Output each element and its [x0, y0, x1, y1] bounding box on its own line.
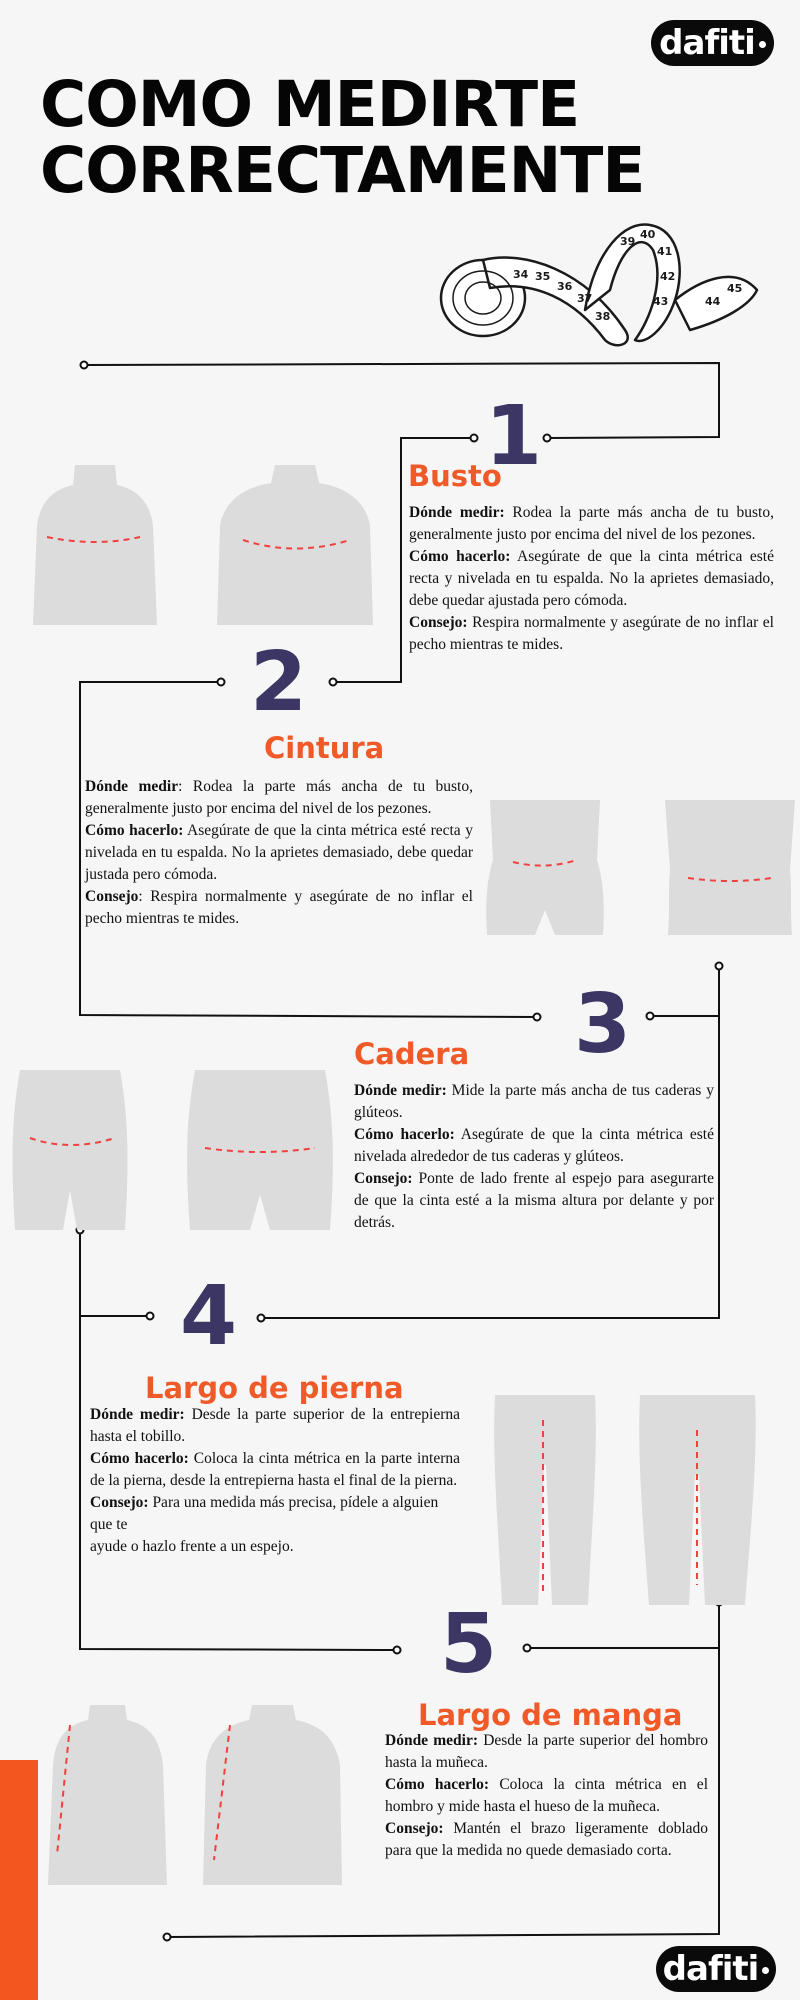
tip-paragraph: Consejo: Ponte de lado frente al espejo para asegurarte de que la cinta esté a la misma altura por delante y por detrás.	[354, 1170, 714, 1231]
tape-number: 35	[535, 270, 551, 283]
where-paragraph: Dónde medir: Rodea la parte más ancha de tu busto, generalmente justo por encima del nivel de los pezones.	[85, 778, 473, 817]
tape-number: 37	[577, 292, 593, 305]
hip-back-figure	[180, 1070, 340, 1230]
section-text-largo-pierna	[90, 1404, 460, 1558]
tip-paragraph-cont: ayude o hazlo frente a un espejo.	[90, 1538, 294, 1555]
section-text-cintura	[85, 776, 473, 930]
section-number-3: 3	[574, 977, 632, 1072]
tape-number: 42	[660, 270, 676, 283]
tape-number: 43	[653, 295, 669, 308]
tape-number: 39	[620, 235, 636, 248]
page-title: COMO MEDIRTE CORRECTAMENTE	[40, 68, 645, 207]
section-number-4: 4	[180, 1269, 238, 1364]
tape-number: 40	[640, 228, 656, 241]
section-title-largo-pierna: Largo de pierna	[145, 1371, 404, 1405]
how-paragraph: Cómo hacerlo: Asegúrate de que la cinta métrica esté nivelada alrededor de tus caderas y glúteos.	[354, 1126, 714, 1165]
section-title-largo-manga: Largo de manga	[418, 1698, 683, 1732]
how-paragraph: Cómo hacerlo: Coloca la cinta métrica en el hombro y mide hasta el hueso de la muñeca.	[385, 1776, 708, 1815]
where-paragraph: Dónde medir: Rodea la parte más ancha de tu busto, generalmente justo por encima del nivel de los pezones.	[409, 504, 774, 543]
section-title-cintura: Cintura	[264, 731, 385, 765]
sleeve-front-figure	[45, 1705, 170, 1885]
sleeve-back-figure	[200, 1705, 345, 1885]
section-text-busto	[409, 502, 774, 656]
where-paragraph: Dónde medir: Desde la parte superior de la entrepierna hasta el tobillo.	[90, 1406, 460, 1445]
tape-number: 34	[513, 268, 529, 281]
waist-front-figure	[485, 800, 605, 935]
how-paragraph: Cómo hacerlo: Asegúrate de que la cinta métrica esté recta y nivelada en tu espalda. No la aprietes demasiado, debe quedar justada pero cómoda.	[85, 822, 473, 883]
section-number-2: 2	[250, 635, 308, 730]
bust-back-figure	[215, 465, 375, 625]
tip-paragraph: Consejo: Respira normalmente y asegúrate de no inflar el pecho mientras te mides.	[409, 614, 774, 653]
leg-front-figure	[490, 1395, 600, 1605]
waist-back-figure	[660, 800, 800, 935]
section-text-cadera	[354, 1080, 714, 1234]
tip-paragraph: Consejo: Para una medida más precisa, pídele a alguien que te	[90, 1494, 439, 1533]
logo-text: dafiti	[662, 1949, 759, 1989]
tip-paragraph: Consejo: Respira normalmente y asegúrate de no inflar el pecho mientras te mides.	[85, 888, 473, 927]
section-title-busto: Busto	[408, 459, 502, 493]
section-number-1: 1	[485, 389, 543, 484]
tape-number: 41	[657, 245, 673, 258]
section-number-5: 5	[440, 1597, 498, 1692]
how-paragraph: Cómo hacerlo: Asegúrate de que la cinta métrica esté recta y nivelada en tu espalda. No la aprietes demasiado, debe quedar ajustada pero cómoda.	[409, 548, 774, 609]
tip-paragraph: Consejo: Mantén el brazo ligeramente doblado para que la medida no quede demasiado corta.	[385, 1820, 708, 1859]
leg-back-figure	[635, 1395, 760, 1605]
hip-front-figure	[5, 1070, 135, 1230]
tape-number: 45	[727, 282, 743, 295]
where-paragraph: Dónde medir: Desde la parte superior del hombro hasta la muñeca.	[385, 1732, 708, 1771]
how-paragraph: Cómo hacerlo: Coloca la cinta métrica en la parte interna de la pierna, desde la entrepierna hasta el final de la pierna.	[90, 1450, 460, 1489]
section-title-cadera: Cadera	[354, 1037, 470, 1071]
tape-number: 36	[557, 280, 573, 293]
bust-front-figure	[25, 465, 165, 625]
tape-number: 44	[705, 295, 721, 308]
section-text-largo-manga	[385, 1730, 708, 1862]
tape-number: 38	[595, 310, 611, 323]
logo-text: dafiti	[659, 23, 755, 63]
where-paragraph: Dónde medir: Mide la parte más ancha de tus caderas y glúteos.	[354, 1082, 714, 1121]
